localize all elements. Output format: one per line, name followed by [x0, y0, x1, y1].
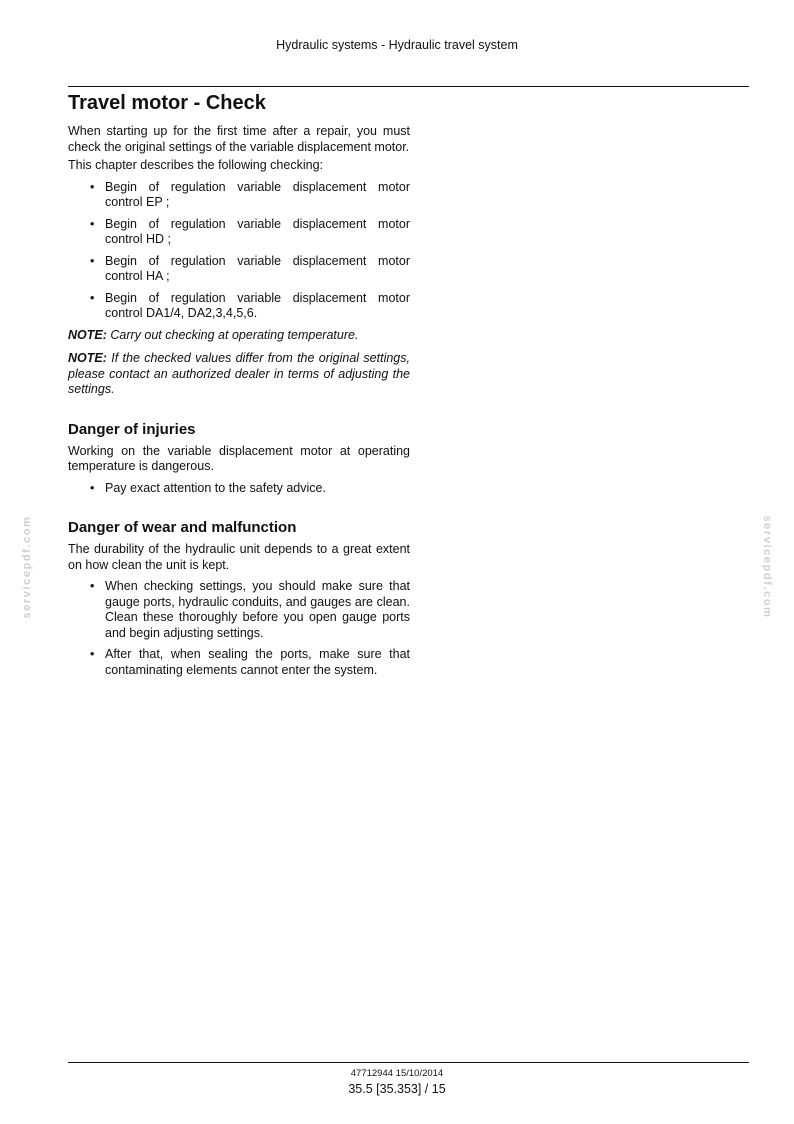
wear-list — [68, 579, 410, 678]
footer-doc-ref: 47712944 15/10/2014 — [350, 1068, 444, 1079]
running-header: Hydraulic systems - Hydraulic travel system — [276, 38, 518, 52]
injuries-item: • Pay exact attention to the safety advice. — [68, 481, 410, 497]
injuries-heading: Danger of injuries — [68, 420, 196, 438]
watermark-right: servicepdf.com — [761, 515, 773, 619]
note-text: Carry out checking at operating temperature. — [110, 327, 359, 342]
intro-lead: This chapter describes the following checking: — [68, 158, 323, 172]
intro-paragraph: When starting up for the first time after a repair, you must check the original settings of the variable displacement motor. — [68, 124, 410, 154]
injuries-list — [68, 481, 410, 497]
watermark-left: servicepdf.com — [21, 515, 33, 619]
note-contact-dealer — [68, 351, 410, 398]
header-rule — [68, 86, 749, 87]
note-text: If the checked values differ from the original settings, please contact an authorized dealer in terms of adjusting the settings. — [68, 351, 410, 396]
note-label: NOTE: — [68, 351, 107, 365]
wear-heading: Danger of wear and malfunction — [68, 519, 297, 536]
wear-item: • After that, when sealing the ports, make sure that contaminating elements cannot enter the system. — [68, 647, 410, 678]
check-item-ha: • Begin of regulation variable displacement motor control HA ; — [68, 254, 410, 285]
wear-text: The durability of the hydraulic unit depends to a great extent on how clean the unit is kept. — [68, 542, 410, 572]
note-operating-temperature — [68, 328, 410, 344]
check-item-ep: • Begin of regulation variable displacement motor control EP ; — [68, 180, 410, 211]
page-content — [68, 88, 410, 684]
check-list — [68, 180, 410, 322]
check-item-hd: • Begin of regulation variable displacement motor control HD ; — [68, 217, 410, 248]
note-label: NOTE: — [68, 327, 107, 342]
check-item-da: • Begin of regulation variable displacement motor control DA1/4, DA2,3,4,5,6. — [68, 291, 410, 322]
wear-item: • When checking settings, you should make sure that gauge ports, hydraulic conduits, and gauges are clean. Clean these thoroughly before you open gauge ports and begin adjusting settings. — [68, 579, 410, 641]
footer-rule — [68, 1062, 749, 1063]
injuries-text: Working on the variable displacement motor at operating temperature is dangerous. — [68, 443, 410, 473]
footer-page-number: 35.5 [35.353] / 15 — [348, 1082, 446, 1096]
section-title: Travel motor - Check — [68, 92, 266, 114]
